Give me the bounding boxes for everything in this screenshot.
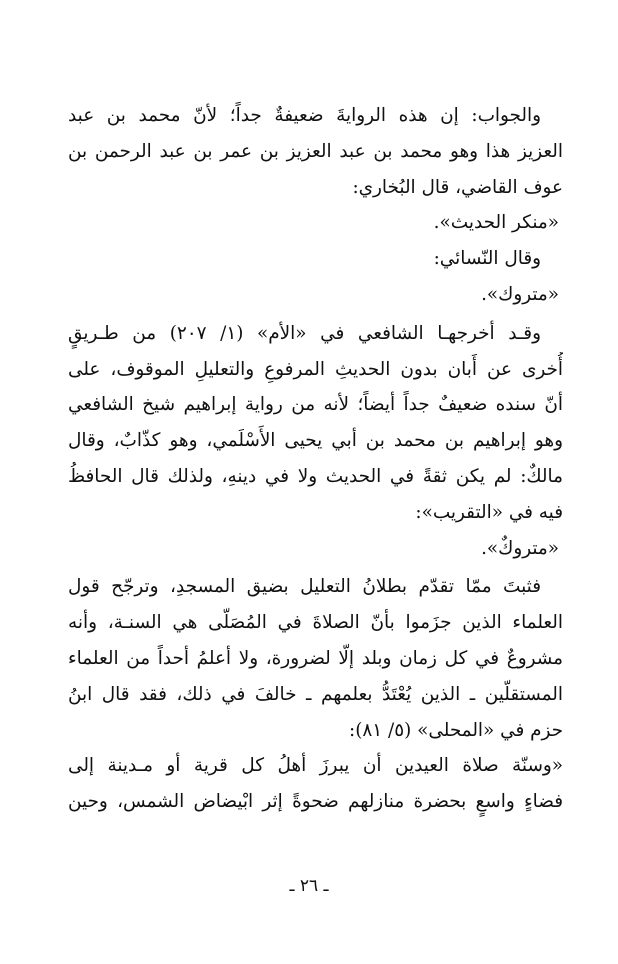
- text-line: فضاءٍ واسعٍ بحضرة منازلهم ضحوةً إثر ابْيضاض الشمس، وحين: [68, 791, 563, 813]
- quote-line: «منكر الحديث».: [433, 212, 559, 234]
- text-line: مالكٌ: لم يكن ثقةً في الحديث ولا في دينهِ، ولذلك قال الحافظُ: [68, 465, 563, 487]
- text-line: أنّ سنده ضعيفٌ جداً أيضاً؛ لأنه من رواية إبراهيم شيخ الشافعي: [68, 394, 563, 416]
- text-line: عوف القاضي، قال البُخاري:: [352, 176, 563, 198]
- page-number: ـ ٢٦ ـ: [289, 876, 329, 896]
- text-line: وهو إبراهيم بن محمد بن أبي يحيى الأَسْلَمي، وهو كذّابٌ، وقال: [68, 430, 563, 452]
- text-line: أُخرى عن أَبان بدون الحديثِ المرفوعِ والتعليلِ الموقوف، على: [68, 358, 563, 380]
- body-text: [68, 98, 563, 820]
- text-line: مشروعٌ في كل زمان وبلد إلّا لضرورة، ولا أعلمُ أحداً من العلماء: [68, 647, 563, 669]
- text-line: والجواب: إن هذه الروايةَ ضعيفةٌ جداً؛ لأنّ محمد بن عبد: [68, 105, 541, 126]
- quote-line: «متروك».: [481, 283, 559, 305]
- text-line: وقـد أخرجهـا الشافعي في «الأم» (١/ ٢٠٧) من طـريقٍ: [68, 322, 541, 344]
- quote-line: «متروكٌ».: [481, 537, 559, 559]
- text-line: فثبتَ ممّا تقدّم بطلانُ التعليل بضيق المسجدِ، وترجّح قول: [68, 576, 541, 598]
- quote-line: «وسنّة صلاة العيدين أن يبرزَ أهلُ كل قرية أو مـدينة إلى: [68, 755, 563, 777]
- text-line: العلماء الذين جزَموا بأنّ الصلاةَ في المُصَلّى هي السنـة، وأنه: [68, 612, 563, 634]
- text-line: فيه في «التقريب»:: [415, 501, 563, 523]
- text-line: وقال النّسائي:: [433, 248, 541, 270]
- text-line: العزيز هذا وهو محمد بن عبد العزيز بن عمر بن عبد الرحمن بن: [68, 140, 563, 162]
- text-line: المستقلّين ـ الذين يُعْتَدُّ بعلمهم ـ خالفَ في ذلك، فقد قال ابنُ: [68, 683, 563, 705]
- text-line: حزم في «المحلى» (٥/ ٨١):: [349, 719, 563, 741]
